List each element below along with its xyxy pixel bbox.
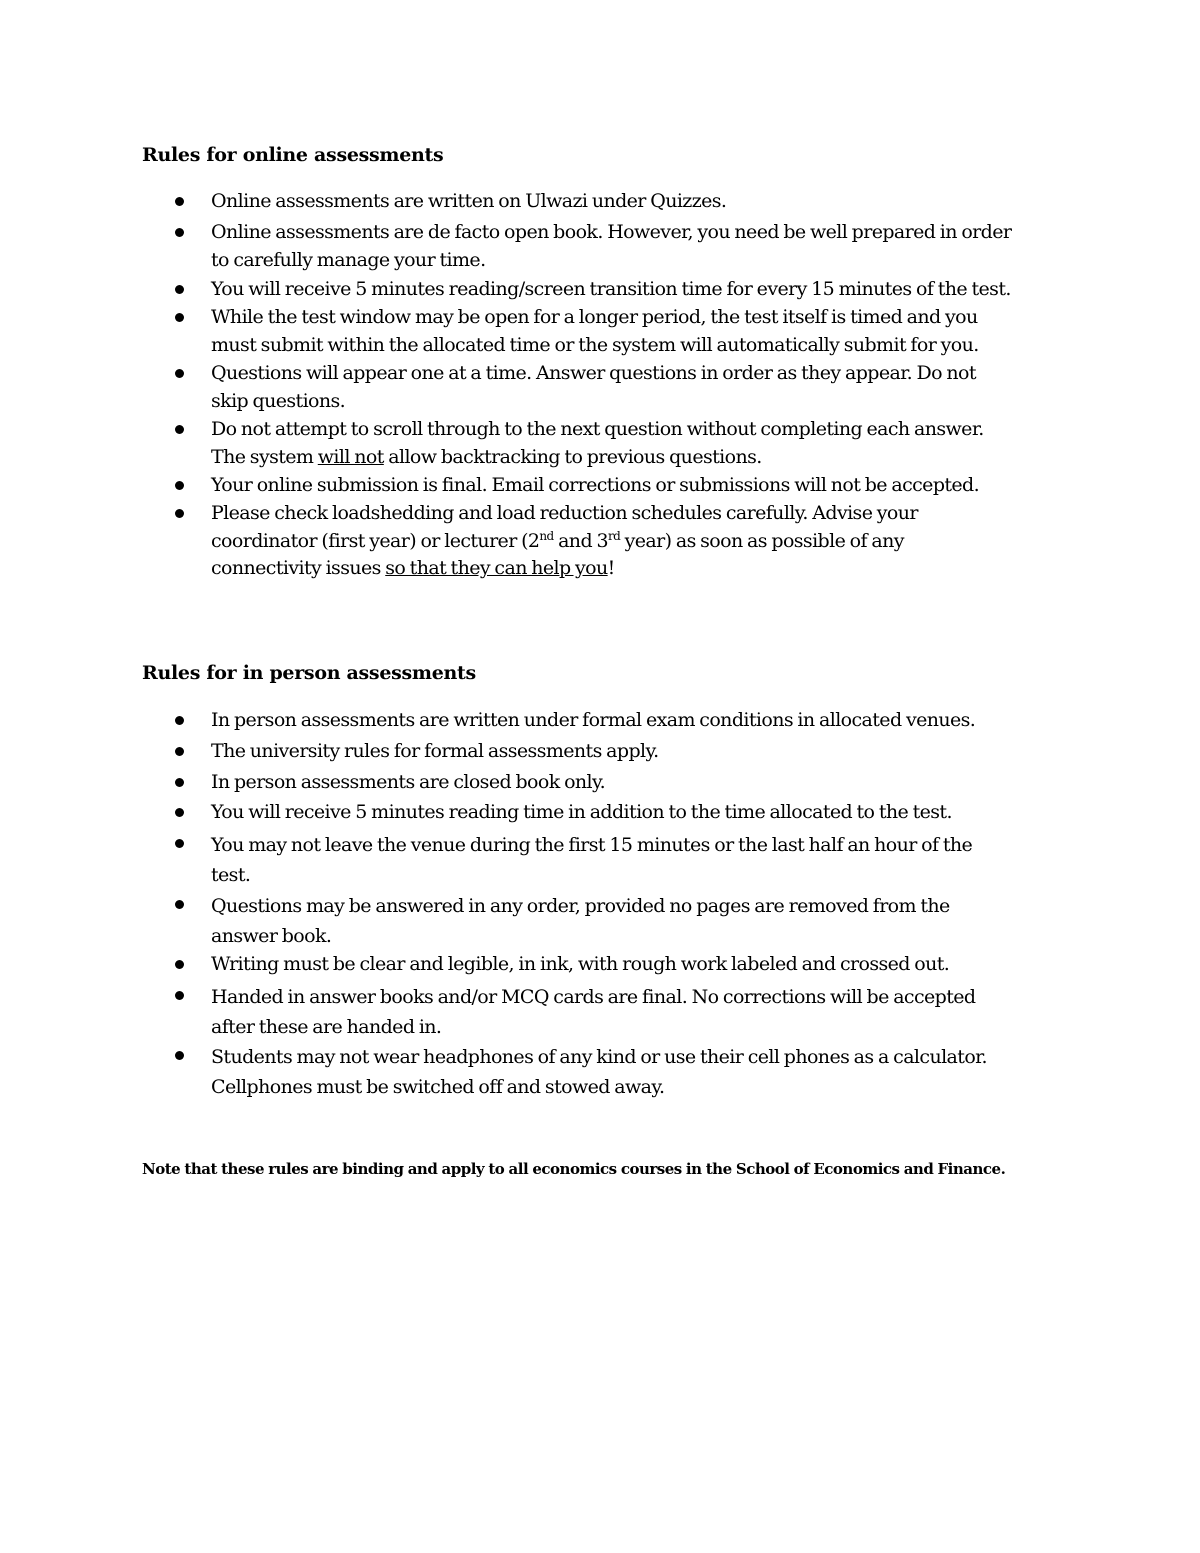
bullet-icon xyxy=(175,509,184,518)
bullet-icon xyxy=(175,197,184,206)
rule-text: You will receive 5 minutes reading time in addition to the time allocated to the test. xyxy=(211,801,952,823)
rule-text: Cellphones must be switched off and stowed away. xyxy=(211,1076,665,1098)
online-rules-heading: Rules for online assessments xyxy=(142,144,444,166)
bullet-icon xyxy=(175,900,184,909)
rule-text: to carefully manage your time. xyxy=(211,248,486,271)
bullet-icon xyxy=(175,808,184,817)
rule-text: skip questions. xyxy=(211,389,346,412)
bullet-icon xyxy=(175,313,184,322)
rule-text: Please check loadshedding and load reduction schedules carefully. Advise your xyxy=(211,502,918,524)
bullet-icon xyxy=(175,839,184,848)
bullet-icon xyxy=(175,960,184,969)
rule-text: coordinator (first year) or lecturer (2nd and 3rd year) as soon as possible of any xyxy=(211,528,904,552)
rule-text: must submit within the allocated time or the system will automatically submit for you. xyxy=(211,333,979,356)
rule-text: In person assessments are closed book only. xyxy=(211,771,606,793)
rule-text: While the test window may be open for a longer period, the test itself is timed and you xyxy=(211,306,978,328)
rule-text: connectivity issues so that they can help you! xyxy=(211,557,615,579)
bullet-icon xyxy=(175,285,184,294)
rule-text: Questions will appear one at a time. Answer questions in order as they appear. Do not xyxy=(211,362,976,384)
bullet-icon xyxy=(175,716,184,725)
bullet-icon xyxy=(175,228,184,237)
rule-text: Questions may be answered in any order, provided no pages are removed from the xyxy=(211,895,950,917)
emphasis-will-not: will not xyxy=(317,445,384,468)
emphasis-help: so that they can help you xyxy=(385,557,608,579)
bullet-icon xyxy=(175,991,184,1000)
rule-text: You will receive 5 minutes reading/screen transition time for every 15 minutes of the test. xyxy=(211,278,1011,300)
inperson-rules-heading: Rules for in person assessments xyxy=(142,662,476,684)
bullet-icon xyxy=(175,425,184,434)
rule-text: Writing must be clear and legible, in ink, with rough work labeled and crossed out. xyxy=(211,953,950,975)
rule-text: The system will not allow backtracking to previous questions. xyxy=(211,445,762,468)
rule-text: after these are handed in. xyxy=(211,1016,442,1038)
rule-text: Your online submission is final. Email corrections or submissions will not be accepted. xyxy=(211,474,980,496)
rule-text: You may not leave the venue during the first 15 minutes or the last half an hour of the xyxy=(211,834,973,856)
bullet-icon xyxy=(175,369,184,378)
rule-text: Students may not wear headphones of any kind or use their cell phones as a calculator. xyxy=(211,1046,987,1068)
binding-rules-note: Note that these rules are binding and apply to all economics courses in the School of Economics and Finance. xyxy=(142,1160,1006,1178)
rule-text: The university rules for formal assessments apply. xyxy=(211,740,659,762)
bullet-icon xyxy=(175,481,184,490)
rule-text: answer book. xyxy=(211,925,332,947)
rule-text: test. xyxy=(211,864,251,886)
bullet-icon xyxy=(175,778,184,787)
rule-text: In person assessments are written under formal exam conditions in allocated venues. xyxy=(211,709,976,731)
bullet-icon xyxy=(175,747,184,756)
rule-text: Online assessments are written on Ulwazi under Quizzes. xyxy=(211,190,727,212)
rule-text: Online assessments are de facto open book. However, you need be well prepared in order xyxy=(211,221,1012,243)
bullet-icon xyxy=(175,1051,184,1060)
rule-text: Handed in answer books and/or MCQ cards are final. No corrections will be accepted xyxy=(211,986,976,1008)
rule-text: Do not attempt to scroll through to the next question without completing each answer. xyxy=(211,418,984,440)
